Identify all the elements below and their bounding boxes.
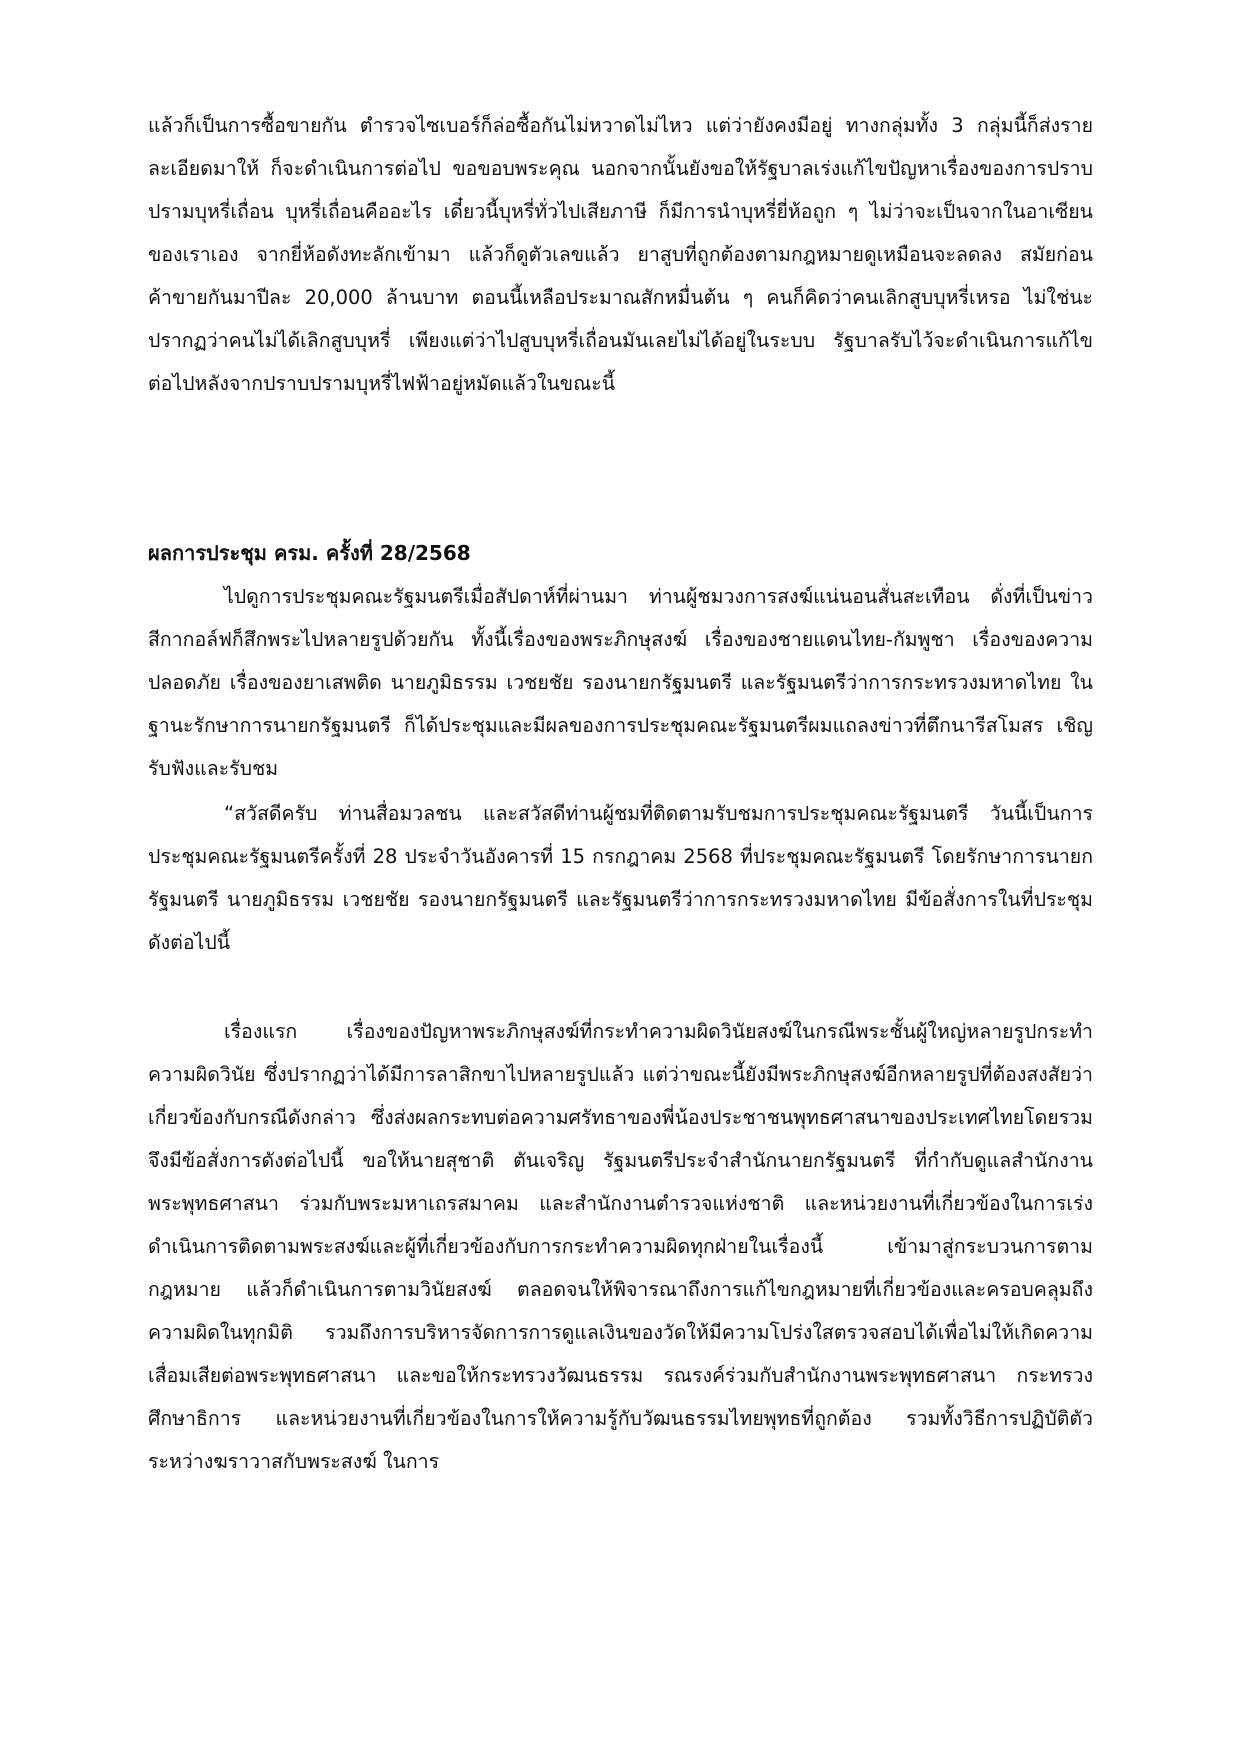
section-paragraph-first-agenda: เรื่องแรก เรื่องของปัญหาพระภิกษุสงฆ์ที่กระทำความผิดวินัยสงฆ์ในกรณีพระชั้นผู้ใหญ่หลายรูปกระทำความผิดวินัย ซึ่งปรากฏว่าได้มีการลาสิกขาไปหลายรูปแล้ว แต่ว่าขณะนี้ยังมีพระภิกษุสงฆ์อีกหลายรูปที่ต้องสงสัยว่าเกี่ยวข้องกับกรณีดังกล่าว ซึ่งส่งผลกระทบต่อความศรัทธาของพี่น้องประชาชนพุทธศาสนาของประเทศไทยโดยรวม จึงมีข้อสั่งการดังต่อไปนี้ ขอให้นายสุชาติ ตันเจริญ รัฐมนตรีประจำสำนักนายกรัฐมนตรี ที่กำกับดูแลสำนักงานพระพุทธศาสนา ร่วมกับพระมหาเถรสมาคม และสำนักงานตำรวจแห่งชาติ และหน่วยงานที่เกี่ยวข้องในการเร่งดำเนินการติดตามพระสงฆ์และผู้ที่เกี่ยวข้องกับการกระทำความผิดทุกฝ่ายในเรื่องนี้ เข้ามาสู่กระบวนการตามกฎหมาย แล้วก็ดำเนินการตามวินัยสงฆ์ ตลอดจนให้พิจารณาถึงการแก้ไขกฎหมายที่เกี่ยวข้องและครอบคลุมถึงความผิดในทุกมิติ รวมถึงการบริหารจัดการการดูแลเงินของวัดให้มีความโปร่งใสตรวจสอบได้เพื่อไม่ให้เกิดความเสื่อมเสียต่อพระพุทธศาสนา และขอให้กระทรวงวัฒนธรรม รณรงค์ร่วมกับสำนักงานพระพุทธศาสนา กระทรวงศึกษาธิการ และหน่วยงานที่เกี่ยวข้องในการให้ความรู้กับวัฒนธรรมไทยพุทธที่ถูกต้อง รวมทั้งวิธีการปฏิบัติตัวระหว่างฆราวาสกับพระสงฆ์ ในการ	[148, 1020, 1093, 1473]
section-heading: ผลการประชุม ครม. ครั้งที่ 28/2568	[148, 541, 471, 565]
section-paragraph-meeting-summary: ไปดูการประชุมคณะรัฐมนตรีเมื่อสัปดาห์ที่ผ่านมา ท่านผู้ชมวงการสงฆ์แน่นอนสั่นสะเทือน ดั่งที่เป็นข่าว สีกากอล์ฟก็สึกพระไปหลายรูปด้วยกัน ทั้งนี้เรื่องของพระภิกษุสงฆ์ เรื่องของชายแดนไทย-กัมพูชา เรื่องของความปลอดภัย เรื่องของยาเสพติด นายภูมิธรรม เวชยชัย รองนายกรัฐมนตรี และรัฐมนตรีว่าการกระทรวงมหาดไทย ในฐานะรักษาการนายกรัฐมนตรี ก็ได้ประชุมและมีผลของการประชุมคณะรัฐมนตรีผมแถลงข่าวที่ตึกนารีสโมสร เชิญรับฟังและรับชม	[148, 585, 1093, 780]
section-paragraph-opening-statement: “สวัสดีครับ ท่านสื่อมวลชน และสวัสดีท่านผู้ชมที่ติดตามรับชมการประชุมคณะรัฐมนตรี วันนี้เป็นการประชุมคณะรัฐมนตรีครั้งที่ 28 ประจำวันอังคารที่ 15 กรกฎาคม 2568 ที่ประชุมคณะรัฐมนตรี โดยรักษาการนายกรัฐมนตรี นายภูมิธรรม เวชยชัย รองนายกรัฐมนตรี และรัฐมนตรีว่าการกระทรวงมหาดไทย มีข้อสั่งการในที่ประชุมดังต่อไปนี้	[148, 802, 1093, 954]
intro-paragraph: แล้วก็เป็นการซื้อขายกัน ตำรวจไซเบอร์ก็ล่อซื้อกันไม่หวาดไม่ไหว แต่ว่ายังคงมีอยู่ ทางกลุ่มทั้ง 3 กลุ่มนี้ก็ส่งรายละเอียดมาให้ ก็จะดำเนินการต่อไป ขอขอบพระคุณ นอกจากนั้นยังขอให้รัฐบาลเร่งแก้ไขปัญหาเรื่องของการปราบปรามบุหรี่เถื่อน บุหรี่เถื่อนคืออะไร เดี๋ยวนี้บุหรี่ทั่วไปเสียภาษี ก็มีการนำบุหรี่ยี่ห้อถูก ๆ ไม่ว่าจะเป็นจากในอาเซียนของเราเอง จากยี่ห้อดังทะลักเข้ามา แล้วก็ดูตัวเลขแล้ว ยาสูบที่ถูกต้องตามกฎหมายดูเหมือนจะลดลง สมัยก่อนค้าขายกันมาปีละ 20,000 ล้านบาท ตอนนี้เหลือประมาณสักหมื่นต้น ๆ คนก็คิดว่าคนเลิกสูบบุหรี่เหรอ ไม่ใช่นะปรากฏว่าคนไม่ได้เลิกสูบบุหรี่ เพียงแต่ว่าไปสูบบุหรี่เถื่อนมันเลยไม่ได้อยู่ในระบบ รัฐบาลรับไว้จะดำเนินการแก้ไขต่อไปหลังจากปราบปรามบุหรี่ไฟฟ้าอยู่หมัดแล้วในขณะนี้	[148, 114, 1093, 395]
